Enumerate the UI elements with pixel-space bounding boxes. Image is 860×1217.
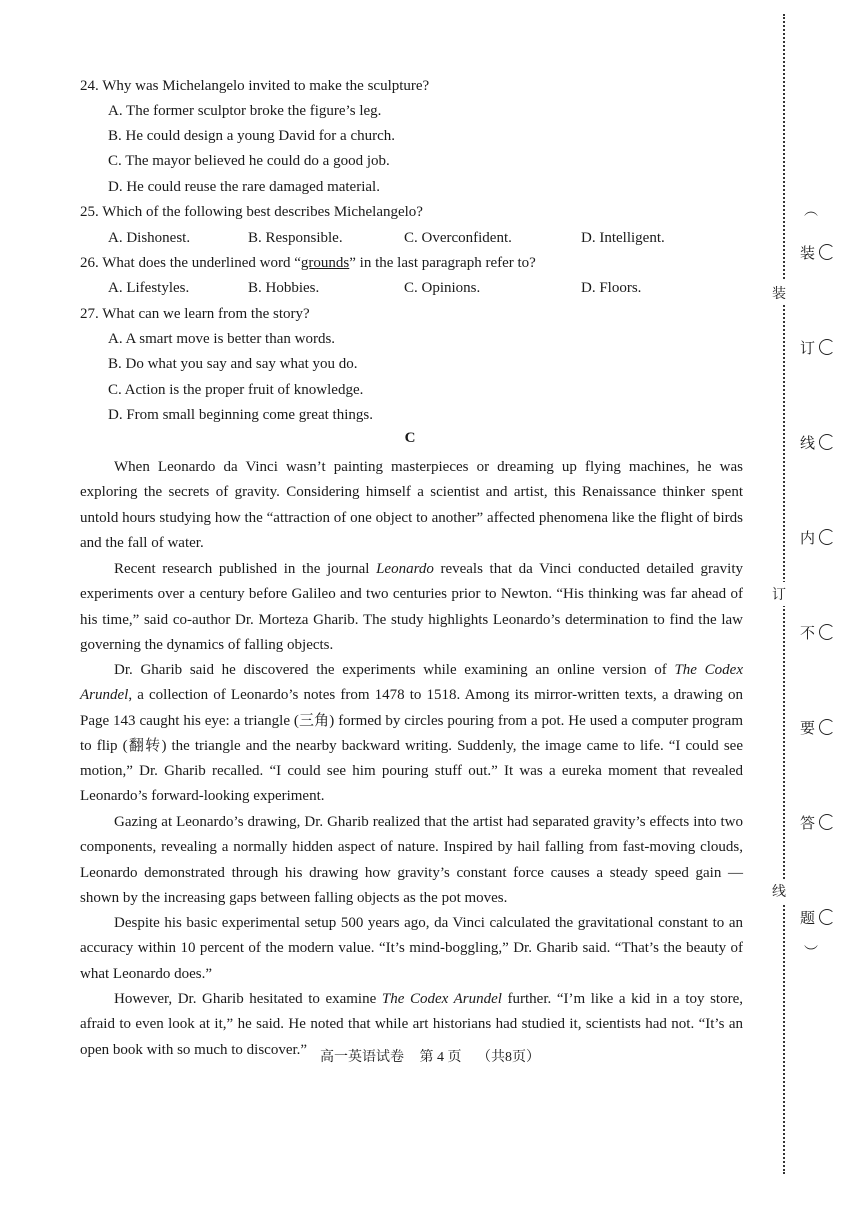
side-char-7-text: 答 bbox=[800, 816, 816, 832]
question-25-option-d: D. Intelligent. bbox=[581, 230, 665, 246]
question-24: 24. Why was Michelangelo invited to make the sculpture? bbox=[80, 78, 430, 94]
page-footer bbox=[0, 1046, 860, 1066]
question-26-option-b: B. Hobbies. bbox=[248, 280, 320, 296]
side-char-5-text: 不 bbox=[800, 626, 816, 642]
paragraph-3 bbox=[80, 658, 743, 810]
section-label: C bbox=[404, 430, 416, 446]
side-char-7 bbox=[800, 812, 835, 833]
binding-char-zhuang: 装 bbox=[772, 281, 786, 305]
binding-char-xian: 线 bbox=[772, 879, 786, 903]
footer-subject: 高一英语试卷 bbox=[320, 1050, 404, 1065]
underlined-word: grounds bbox=[300, 255, 350, 271]
paragraph-3-text-b: , a collection of Leonardo’s notes from 1478 to 1518. Among its mirror-written texts, a drawing on Page 143 caught his eye: a triangle (三角) formed by circles pouring from a pot. He used a computer program to flip (翻转) the triangle and the nearby backward writing. Suddenly, the image came to life. “I could see motion,” Dr. Gharib recalled. “I could see him pouring stuff out.” It was a eureka moment that revealed Leonardo’s forward-looking experiment. bbox=[80, 687, 743, 805]
question-25-option-b: B. Responsible. bbox=[248, 230, 343, 246]
question-27-option-d: D. From small beginning come great things. bbox=[108, 407, 373, 423]
footer-page: 第 4 页 bbox=[419, 1050, 462, 1065]
paragraph-1: When Leonardo da Vinci wasn’t painting masterpieces or dreaming up flying machines, he was exploring the secrets of gravity. Considering himself a scientist and artist, this Renaissance thinker spent untold hours studying how the “attraction of one object to another” affected phenomena like the flight of birds and the fall of water. bbox=[80, 459, 743, 551]
question-24-option-a: A. The former sculptor broke the figure’s leg. bbox=[108, 103, 382, 119]
side-char-1 bbox=[800, 242, 835, 263]
paragraph-2-text-b: reveals that da Vinci conducted detailed gravity experiments over a century before Galileo and two centuries prior to Newton. “His thinking was far ahead of his time,” said co-author Dr. Morteza Gharib. The study highlights Leonardo’s determination to find the law governing the dynamics of falling objects. bbox=[80, 561, 743, 653]
side-char-2-text: 订 bbox=[800, 341, 816, 357]
circle-icon bbox=[819, 909, 835, 925]
question-27-option-b: B. Do what you say and say what you do. bbox=[108, 356, 358, 372]
question-26-text-post: ” in the last paragraph refer to? bbox=[349, 255, 536, 271]
paragraph-4: Gazing at Leonardo’s drawing, Dr. Gharib realized that the artist had separated gravity’s effects into two components, revealing a normally hidden aspect of nature. Inspired by hail falling from fast-moving clouds, Leonardo demonstrated through his drawing how gravity’s constant force causes a steady speed gain — shown by the increasing gaps between falling objects as the pot moves. bbox=[80, 814, 743, 906]
open-paren: ︵ bbox=[804, 204, 818, 219]
question-25-option-c: C. Overconfident. bbox=[404, 230, 512, 246]
side-char-6 bbox=[800, 717, 835, 738]
footer-total: （共8页） bbox=[477, 1050, 540, 1065]
circle-icon bbox=[819, 339, 835, 355]
side-char-2 bbox=[800, 337, 835, 358]
circle-icon bbox=[819, 244, 835, 260]
circle-icon bbox=[819, 719, 835, 735]
question-25-option-a: A. Dishonest. bbox=[108, 230, 191, 246]
paragraph-6-text-a: However, Dr. Gharib hesitated to examine bbox=[114, 991, 382, 1007]
close-paren: ︶ bbox=[804, 946, 818, 961]
side-char-8-text: 题 bbox=[800, 911, 816, 927]
question-26 bbox=[80, 253, 536, 273]
paragraph-5: Despite his basic experimental setup 500 years ago, da Vinci calculated the gravitational constant to an accuracy within 10 percent of the modern value. “It’s mind-boggling,” Dr. Gharib said. “That’s the beauty of what Leonardo does.” bbox=[80, 915, 743, 982]
side-char-5 bbox=[800, 622, 835, 643]
paragraph-6-text-b: further. “I’m like a kid in a toy store, afraid to even look at it,” he said. He noted that while art historians had studied it, scientists had not. “It’s an open book with so much to discover.” bbox=[80, 991, 743, 1058]
question-26-option-a: A. Lifestyles. bbox=[108, 280, 190, 296]
side-char-4-text: 内 bbox=[800, 531, 816, 547]
side-char-6-text: 要 bbox=[800, 721, 816, 737]
circle-icon bbox=[819, 434, 835, 450]
question-25: 25. Which of the following best describes Michelangelo? bbox=[80, 204, 423, 220]
question-24-option-b: B. He could design a young David for a church. bbox=[108, 128, 396, 144]
question-27: 27. What can we learn from the story? bbox=[80, 306, 310, 322]
paragraph-2 bbox=[80, 557, 743, 658]
codex-title-2: The Codex Arundel bbox=[381, 991, 502, 1007]
question-27-option-a: A. A smart move is better than words. bbox=[108, 331, 336, 347]
side-char-1-text: 装 bbox=[800, 246, 816, 262]
question-26-option-c: C. Opinions. bbox=[404, 280, 481, 296]
question-24-option-c: C. The mayor believed he could do a good job. bbox=[108, 153, 390, 169]
paragraph-3-text-a: Dr. Gharib said he discovered the experiments while examining an online version of bbox=[114, 662, 675, 678]
paragraph-2-text-a: Recent research published in the journal bbox=[114, 561, 377, 577]
side-char-4 bbox=[800, 527, 835, 548]
side-char-8 bbox=[800, 907, 835, 928]
journal-title: Leonardo bbox=[376, 561, 434, 577]
circle-icon bbox=[819, 529, 835, 545]
side-char-3-text: 线 bbox=[800, 436, 816, 452]
circle-icon bbox=[819, 624, 835, 640]
circle-icon bbox=[819, 814, 835, 830]
question-24-option-d: D. He could reuse the rare damaged material. bbox=[108, 179, 380, 195]
side-char-3 bbox=[800, 432, 835, 453]
codex-title: The Codex Arundel bbox=[80, 662, 743, 704]
binding-char-ding: 订 bbox=[772, 582, 786, 606]
question-26-option-d: D. Floors. bbox=[581, 280, 642, 296]
question-26-text-pre: 26. What does the underlined word “ bbox=[80, 255, 301, 271]
question-27-option-c: C. Action is the proper fruit of knowledge. bbox=[108, 382, 364, 398]
